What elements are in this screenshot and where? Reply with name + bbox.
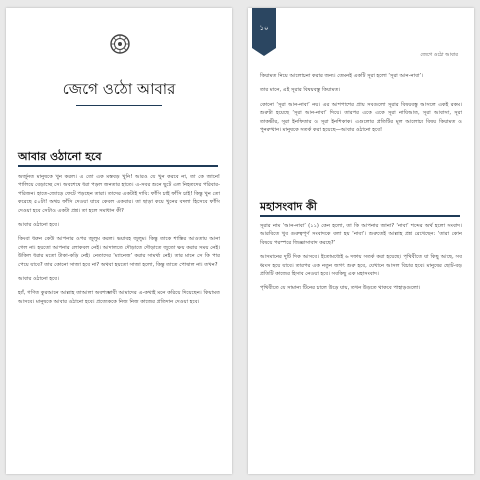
- right-page: [248, 8, 474, 474]
- page-number: ১০: [259, 24, 269, 32]
- section-rule: [18, 165, 218, 167]
- paragraph: আবার ওঠানো হবে।: [18, 222, 59, 229]
- title-underline: [76, 105, 162, 106]
- paragraph: সূরার নাম ‘আন-নাবা’ (১১) কেন হলো, তা কি আপনার জানা? ‘নাবা’ শব্দের অর্থ হলো সংবাদ। আরবিতে খুব গুরুত্বপূর্ণ সংবাদকে বলা হয় ‘নাবা’। শুরুতেই আল্লাহ প্রশ্ন রেখেছেন: ‘তারা কোন বিষয়ে পরস্পরে জিজ্ঞাসাবাদ করছে?’: [260, 223, 462, 246]
- paragraph: কিংবা ধরুন কেউ আপনার ওপর জুলুম করল। ভয়াবহ জুলুম। কিন্তু তাকে শাস্তির আওতায় আনা গেল না। হয়তো আপনার লোকবল নেই। আদালতে দৌড়াতে দৌড়াতে জুতো ক্ষয় করার সময় নেই। উকিল ধরার মতো টাকা-কড়ি নেই। নেতাদের ‘ম্যানেজ’ করার সামর্থ্য নেই। তার মানে সে কি পার পেয়ে যাবে? তার কোনো সাজা হবে না? অথবা হয়তো সাজা হলো, কিন্তু তাতে পোষাল না। তখন?: [18, 236, 220, 268]
- paragraph: কোনো ‘সূরা আন-নাবা’ নয়। এর আশপাশের প্রায় সবগুলো সূরার বিষয়বস্তু আসলে একই রকম। শুরুটা হয়েছে ‘সূরা আন-নাবা’ দিয়ে। তারপর একে একে সূরা নাযিআত, সূরা আবাসা, সূরা তাকভীর, সূরা ইনফিতার ও সূরা ইনশিকাক। এগুলোর প্রতিটির মূল আলোচ্য বিষয় কিয়ামত ও পুনরুত্থান। মানুষকে সতর্ক করা হয়েছে—আবার ওঠানো হবে!: [260, 101, 462, 134]
- paragraph: পৃথিবীতে যে সামান্য টিনের চালে উড়ে যায়, তখন উড়তে থাকবে পাহাড়গুলো।: [260, 285, 421, 292]
- section-heading: মহাসংবাদ কী: [260, 200, 317, 213]
- paragraph: অর্জুনত মানুষকে খুন করল। এ তো এক মস্তবড় খুনি! আরও যে খুন করবে না, তা কে জানে! পালিয়ে বেড়াচ্ছে সে। অবশেষে ধরা পড়ল জনতার হাতে। এ-সবর শুনে ছুটে এল নিহতদের পরিবার-পরিজন। হাতে-জোড়ে ফেটে পড়ছেন তারা। তাদের একটাই দাবি: ফাঁসি চাই ফাঁসি চাই! কিন্তু খুন তো করেছে ৫০টা! অথচ ফাঁসি দেওয়া যাবে কেবল একবার। তা ছাড়া কয়ে খুনের বদলা হিসেবে ফাঁসি দেওয়া হবে সেটাও একটা প্রশ্ন। তা হলে সমাধান কী?: [18, 174, 220, 214]
- ornament-emblem-icon: [110, 34, 130, 54]
- chapter-title: জেগে ওঠো আবার: [62, 80, 176, 98]
- paragraph: তার মানে, এই সূরার বিষয়বস্তু কিয়ামত।: [260, 87, 341, 94]
- left-page: [6, 8, 232, 474]
- running-header: জেগে ওঠো আবার: [420, 52, 458, 58]
- paragraph: হ্যাঁ, গণিত কুরআনে আল্লাহ তাআলা অবশ্যম্ভাবী আমাদের এ-কথাই মনে করিয়ে দিয়েছেন। কিয়ামত আসবে। মানুষকে আবার ওঠানো হবে। প্রত্যেককে নিজ নিজ কাজের প্রতিদান দেওয়া হবে।: [18, 290, 220, 305]
- right-body-text-top: [260, 72, 462, 140]
- paragraph: আবার ওঠানো হবে।: [18, 276, 59, 283]
- right-body-text-bottom: [260, 222, 462, 299]
- paragraph: কিয়ামত নিয়ে আলোচনা করার জন্য। তেমনই একটি সূরা হলো ‘সূরা আন-নাবা’।: [260, 73, 423, 79]
- section-heading: আবার ওঠানো হবে: [18, 150, 102, 163]
- left-body-text: [18, 173, 220, 312]
- paragraph: আসমানের দুটি দিক আসবে। ইতোমধ্যেই ৬ দফায় সতর্ক করা হয়েছে। পৃথিবীতে যা কিছু আছে, সব ধ্বংস হয়ে যাবে। তারপর এক নতুন জগৎ শুরু হবে, যেখানে আসল বিচার হবে। মানুষের ছোট-বড় প্রতিটি কাজের হিসাব নেওয়া হবে। সবকিছু এক মহাসংবাদ।: [260, 254, 462, 278]
- section-rule: [260, 215, 460, 217]
